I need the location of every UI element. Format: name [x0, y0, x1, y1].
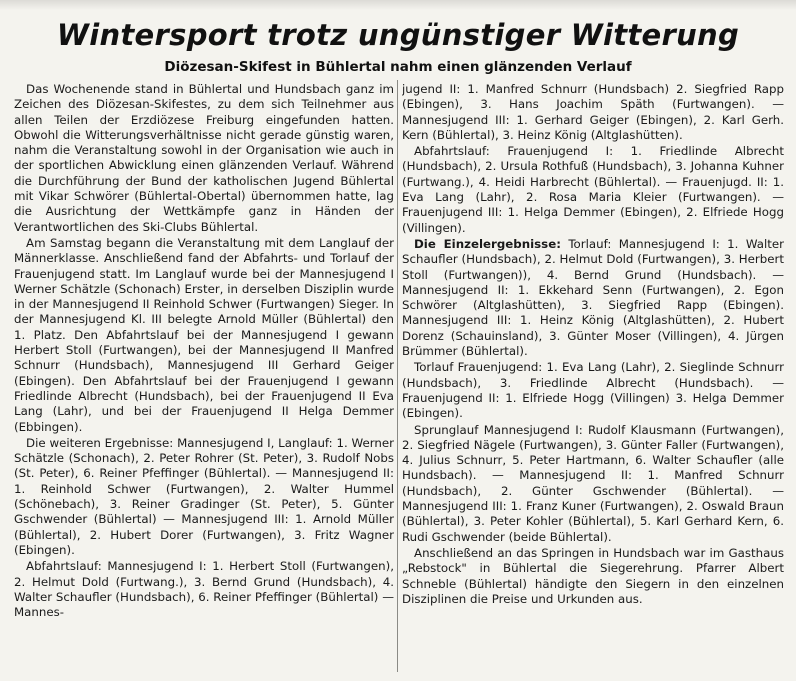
slalom-men-text: Torlauf: Mannesjugend I: 1. Walter Schaufler (Hundsbach), 2. Helmut Dold (Furtwangen), 3. Herbert Stoll (Furtwangen)), 4. Bernd Grund (Hundsbach). — Mannesjugend II: 1. Ekkehard Senn (Furtwangen), 2. Egon Schwörer (Altglashütten), 3. Siegfried Rapp (Ebingen). Mannesjugend III: 1. Heinz König (Altglashütten), 2. Hubert Dorenz (Schauinsland), 3. Günter Moser (Villingen), 4. Jürgen Brümmer (Bühlertal).: [402, 236, 784, 359]
paragraph-saturday: Am Samstag begann die Veranstaltung mit dem Langlauf der Männerklasse. Anschließend fand der Abfahrts- und Torlauf der Frauenjugend statt. Im Langlauf wurde bei der Mannesjugend I Werner Schätzle (Schonach) Erster, in derselben Disziplin wurde in der Mannesjugend II Reinhold Schwer (Furtwangen) Sieger. In der Mannesjugend Kl. III belegte Arnold Müller (Bühlertal) den 1. Platz. Den Abfahrtslauf bei der Mannesjugend I gewann Herbert Stoll (Furtwangen), bei der Mannesjugend II Manfred Schnurr (Hundsbach), Mannesjugend III Gerhard Geiger (Ebingen). Den Abfahrtslauf bei der Frauenjugend I gewann Friedlinde Albrecht (Hundsbach), bei der Frauenjugend II Eva Lang (Lahr), und bei der Frauenjugend II Helga Demmer (Ebbingen).: [14, 235, 394, 434]
paragraph-single-results: [402, 237, 784, 359]
paragraph-downhill-men: Abfahrtslauf: Mannesjugend I: 1. Herbert Stoll (Furtwangen), 2. Helmut Dold (Furtwang.), 3. Bernd Grund (Hundsbach), 4. Walter Schaufler (Hundsbach), 6. Reiner Pfeffinger (Bühlertal) — Mannes-: [14, 559, 394, 620]
article-headline: Wintersport trotz ungünstiger Witterung: [56, 18, 740, 52]
single-results-lead: Die Einzelergebnisse:: [414, 236, 561, 251]
paragraph-ski-jumping: Sprunglauf Mannesjugend I: Rudolf Klausmann (Furtwangen), 2. Siegfried Nägele (Furtwangen), 3. Günter Faller (Furtwangen), 4. Julius Schnurr, 5. Peter Hartmann, 6. Walter Schaufler (alle Hundsbach). — Mannesjugend II: 1. Manfred Schnurr (Hundsbach), 2. Günter Gschwender (Bühlertal). — Mannesjugend III: 1. Franz Kuner (Furtwangen), 2. Oswald Braun (Bühlertal), 3. Peter Kohler (Bühlertal), 5. Karl Gerhard Kern, 6. Rudi Gschwender (beide Bühlertal).: [402, 422, 784, 544]
column-divider: [397, 80, 398, 672]
paragraph-further-results: Die weiteren Ergebnisse: Mannesjugend I, Langlauf: 1. Werner Schätzle (Schonach), 2. Peter Rohrer (St. Peter), 3. Rudolf Nobs (St. Peter), 6. Reiner Pfeffinger (Bühlertal). — Mannesjugend II: 1. Reinhold Schwer (Furtwangen), 2. Walter Hummel (Schönebach), 3. Reiner Gradinger (St. Peter), 5. Günter Gschwender (Bühlertal) — Mannesjugend III: 1. Arnold Müller (Bühlertal), 2. Hubert Dorer (Furtwangen), 3. Fritz Wagner (Ebingen).: [14, 435, 394, 557]
paragraph-downhill-women: Abfahrtslauf: Frauenjugend I: 1. Friedlinde Albrecht (Hundsbach), 2. Ursula Rothfuß (Hundsbach), 3. Johanna Kuhner (Furtwang.), 4. Heidi Harbrecht (Bühlertal). — Frauenjugd. II: 1. Eva Lang (Lahr), 2. Rosa Maria Kleier (Furtwangen). — Frauenjugend III: 1. Helga Demmer (Ebingen), 2. Elfriede Hogg (Villingen).: [402, 144, 784, 235]
paragraph-intro: Das Wochenende stand in Bühlertal und Hundsbach ganz im Zeichen des Diözesan-Skifestes, zu dem sich Teilnehmer aus allen Teilen der Erzdiözese Freiburg eingefunden hatten. Obwohl die Witterungsverhältnisse nicht gerade günstig waren, nahm die Veranstaltung sowohl in der Organisation wie auch in der sportlichen Abwicklung einen glänzenden Verlauf. Während die Durchführung der Bund der katholischen Jugend Bühlertal mit Vikar Schwörer (Bühlertal-Obertal) übernommen hatte, lag die Ausrichtung der Wettkämpfe ganz in Händen der Verantwortlichen des Ski-Clubs Bühlertal.: [14, 82, 394, 234]
right-column: [402, 82, 784, 678]
article-subheadline: Diözesan-Skifest in Bühlertal nahm einen glänzenden Verlauf: [164, 59, 632, 75]
torn-top-edge: [0, 0, 796, 10]
paragraph-award-ceremony: Anschließend an das Springen in Hundsbach war im Gasthaus „Rebstock" in Bühlertal die Siegerehrung. Pfarrer Albert Schneble (Bühlertal) händigte den Siegern in den einzelnen Disziplinen die Preise und Urkunden aus.: [402, 545, 784, 606]
left-column: [14, 82, 394, 678]
paragraph-slalom-women: Torlauf Frauenjugend: 1. Eva Lang (Lahr), 2. Sieglinde Schnurr (Hundsbach), 3. Friedlinde Albrecht (Hundsbach). — Frauenjugend II: 1. Elfriede Hogg (Villingen) 3. Helga Demmer (Ebingen).: [402, 360, 784, 421]
paragraph-men-continued: jugend II: 1. Manfred Schnurr (Hundsbach) 2. Siegfried Rapp (Ebingen), 3. Hans Joachim Späth (Furtwangen). — Mannesjugend III: 1. Gerhard Geiger (Ebingen), 2. Karl Gerh. Kern (Bühlertal), 3. Heinz König (Altglashütten).: [402, 82, 784, 142]
